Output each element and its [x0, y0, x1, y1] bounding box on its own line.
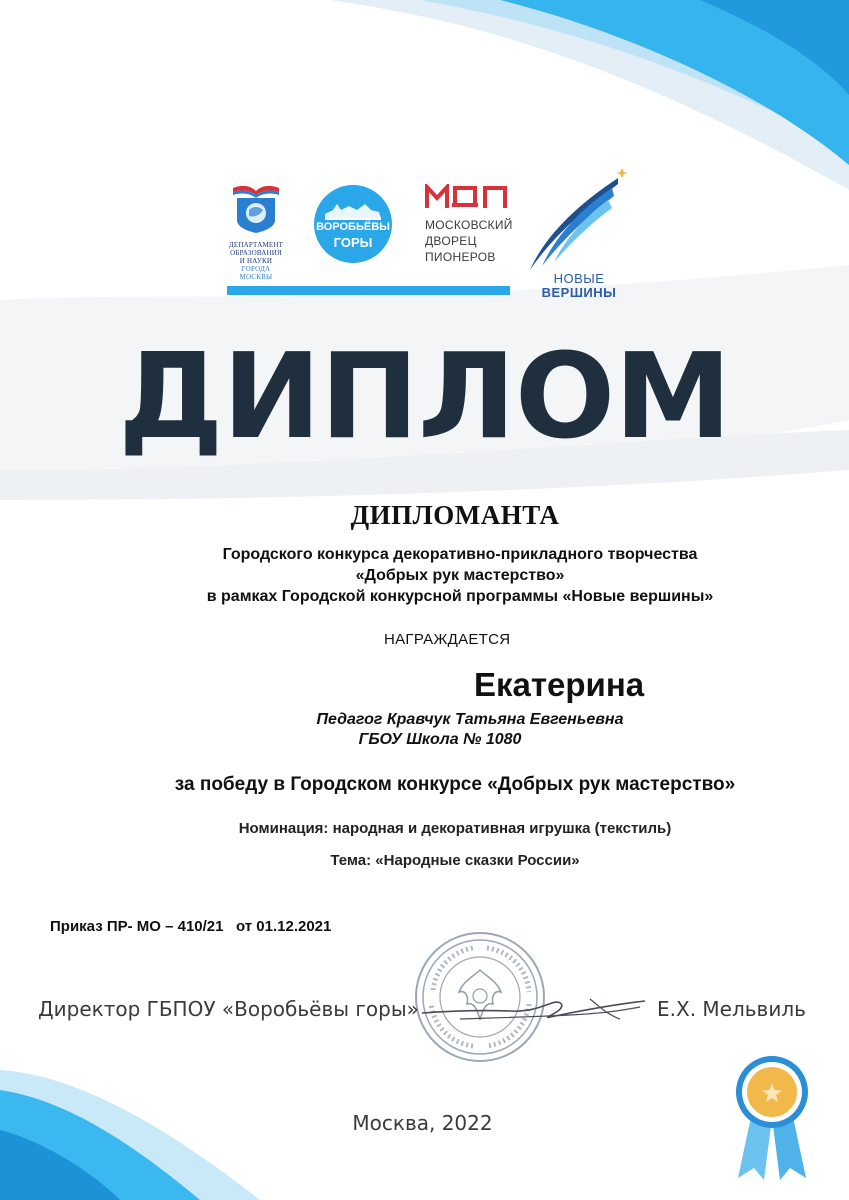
handwritten-signature-icon	[420, 985, 650, 1035]
medal-ribbon-icon	[732, 1052, 812, 1180]
victory-text: за победу в Городском конкурсе «Добрых рук мастерство»	[174, 774, 736, 795]
mdp-line-2: ДВОРЕЦ	[425, 234, 477, 248]
contest-line-1: Городского конкурса декоративно-прикладного творчества	[222, 546, 698, 563]
novye-line-1: НОВЫЕ	[553, 271, 605, 286]
logo-underline-bar	[227, 286, 510, 295]
novye-vershiny-logo	[522, 162, 632, 302]
mdp-logo-icon	[425, 184, 509, 210]
director-name: Е.Х. Мельвиль	[657, 997, 806, 1021]
theme-text: Тема: «Народные сказки России»	[330, 852, 580, 869]
teacher-block	[300, 710, 640, 750]
vorobyovy-gory-logo	[313, 184, 393, 264]
director-position: Директор ГБПОУ «Воробьёвы горы»	[38, 997, 419, 1021]
mdp-line-3: ПИОНЕРОВ	[425, 250, 496, 264]
school-name: ГБОУ Школа № 1080	[358, 731, 522, 748]
moscow-education-department-emblem-icon	[225, 182, 287, 234]
nomination-text: Номинация: народная и декоративная игрушка (текстиль)	[238, 820, 672, 837]
department-line-4: ГОРОДА МОСКВЫ	[239, 265, 273, 281]
department-line-3: И НАУКИ	[239, 257, 273, 265]
vorobyovy-line-1: ВОРОБЬЁВЫ	[316, 221, 390, 233]
department-line-1: ДЕПАРТАМЕНТ	[228, 241, 284, 249]
order-text: Приказ ПР- МО – 410/21 от 01.12.2021	[50, 918, 332, 935]
contest-description	[0, 544, 849, 607]
mdp-logo	[425, 184, 520, 264]
page-title: ДИПЛОМ	[118, 327, 731, 465]
department-line-2: ОБРАЗОВАНИЯ	[230, 249, 282, 257]
contest-line-3: в рамках Городской конкурсной программы «Новые вершины»	[206, 588, 714, 605]
recipient-name: Екатерина	[474, 666, 645, 703]
page-subtitle: ДИПЛОМАНТА	[350, 500, 560, 530]
novye-vershiny-logo-icon	[522, 162, 632, 272]
awarded-label: НАГРАЖДАЕТСЯ	[384, 631, 511, 648]
teacher-name: Педагог Кравчук Татьяна Евгеньевна	[316, 711, 624, 728]
mdp-line-1: МОСКОВСКИЙ	[425, 218, 513, 232]
city-year: Москва, 2022	[352, 1111, 493, 1135]
vorobyovy-line-2: ГОРЫ	[333, 235, 373, 250]
contest-line-2: «Добрых рук мастерство»	[355, 567, 565, 584]
novye-line-2: ВЕРШИНЫ	[541, 285, 617, 300]
department-logo	[225, 182, 287, 281]
